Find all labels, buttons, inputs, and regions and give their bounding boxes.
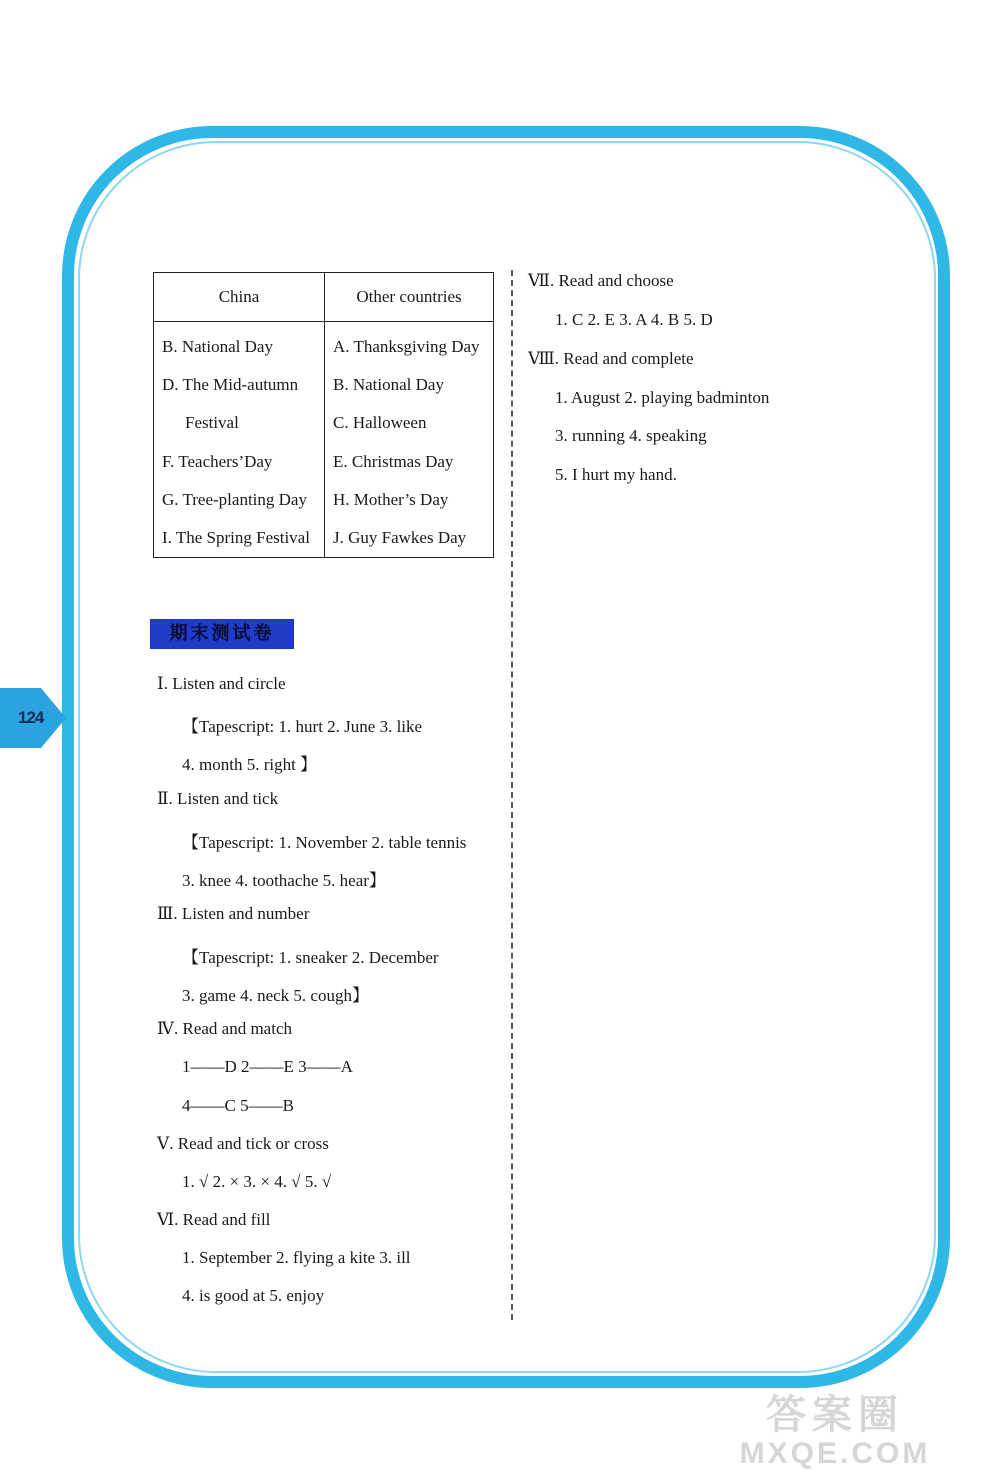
- section-heading: Ⅳ. Read and match: [157, 1019, 292, 1038]
- answer-line: 3. running 4. speaking: [555, 426, 707, 445]
- answer-line: 4——C 5——B: [182, 1096, 294, 1115]
- answer-line: 3. knee 4. toothache 5. hear】: [182, 871, 386, 890]
- other-country-festival-item: J. Guy Fawkes Day: [333, 527, 467, 547]
- watermark-logo: 答案圈: [766, 1393, 904, 1437]
- other-country-festival-item: E. Christmas Day: [333, 451, 454, 471]
- answer-line: 1. C 2. E 3. A 4. B 5. D: [555, 310, 713, 329]
- table-header-china: China: [154, 273, 325, 322]
- column-divider: [511, 270, 513, 1320]
- china-festivals-cell: [154, 322, 325, 558]
- section-heading: Ⅱ. Listen and tick: [157, 789, 279, 808]
- festival-table: [153, 272, 494, 558]
- answer-line: 【Tapescript: 1. hurt 2. June 3. like: [182, 717, 423, 736]
- answer-line: 【Tapescript: 1. sneaker 2. December: [182, 948, 439, 967]
- other-countries-festivals-cell: [325, 322, 494, 558]
- table-header-other-countries: Other countries: [325, 273, 494, 322]
- answer-line: 4. is good at 5. enjoy: [182, 1286, 325, 1305]
- china-festival-item: D. The Mid-autumn: [162, 375, 299, 395]
- answer-line: 4. month 5. right 】: [182, 755, 318, 774]
- final-test-heading: 期末测试卷: [150, 619, 294, 649]
- watermark-url: MXQE.COM: [739, 1437, 931, 1470]
- answer-line: 5. I hurt my hand.: [555, 465, 677, 484]
- section-heading: Ⅴ. Read and tick or cross: [157, 1134, 329, 1153]
- page-number: 124: [18, 708, 44, 727]
- answer-line: 1. √ 2. × 3. × 4. √ 5. √: [182, 1172, 332, 1191]
- section-heading: Ⅲ. Listen and number: [157, 904, 310, 923]
- other-country-festival-item: H. Mother’s Day: [333, 489, 449, 509]
- other-country-festival-item: A. Thanksgiving Day: [333, 337, 480, 356]
- section-heading: Ⅶ. Read and choose: [528, 271, 674, 290]
- china-festival-item: I. The Spring Festival: [162, 527, 310, 547]
- other-country-festival-item: C. Halloween: [333, 413, 427, 433]
- section-heading: Ⅵ. Read and fill: [157, 1210, 271, 1229]
- answer-line: 1. September 2. flying a kite 3. ill: [182, 1248, 411, 1267]
- answer-line: 3. game 4. neck 5. cough】: [182, 986, 369, 1005]
- watermark: [690, 1393, 980, 1475]
- china-festival-item: Festival: [185, 413, 239, 433]
- answer-line: 【Tapescript: 1. November 2. table tennis: [182, 833, 467, 852]
- section-heading: Ⅰ. Listen and circle: [157, 674, 286, 693]
- answer-line: 1——D 2——E 3——A: [182, 1057, 353, 1076]
- china-festival-item: B. National Day: [162, 337, 273, 356]
- section-heading: Ⅷ. Read and complete: [528, 349, 694, 368]
- answer-line: 1. August 2. playing badminton: [555, 388, 770, 407]
- china-festival-item: G. Tree-planting Day: [162, 489, 307, 509]
- other-country-festival-item: B. National Day: [333, 375, 444, 395]
- china-festival-item: F. Teachers’Day: [162, 451, 273, 471]
